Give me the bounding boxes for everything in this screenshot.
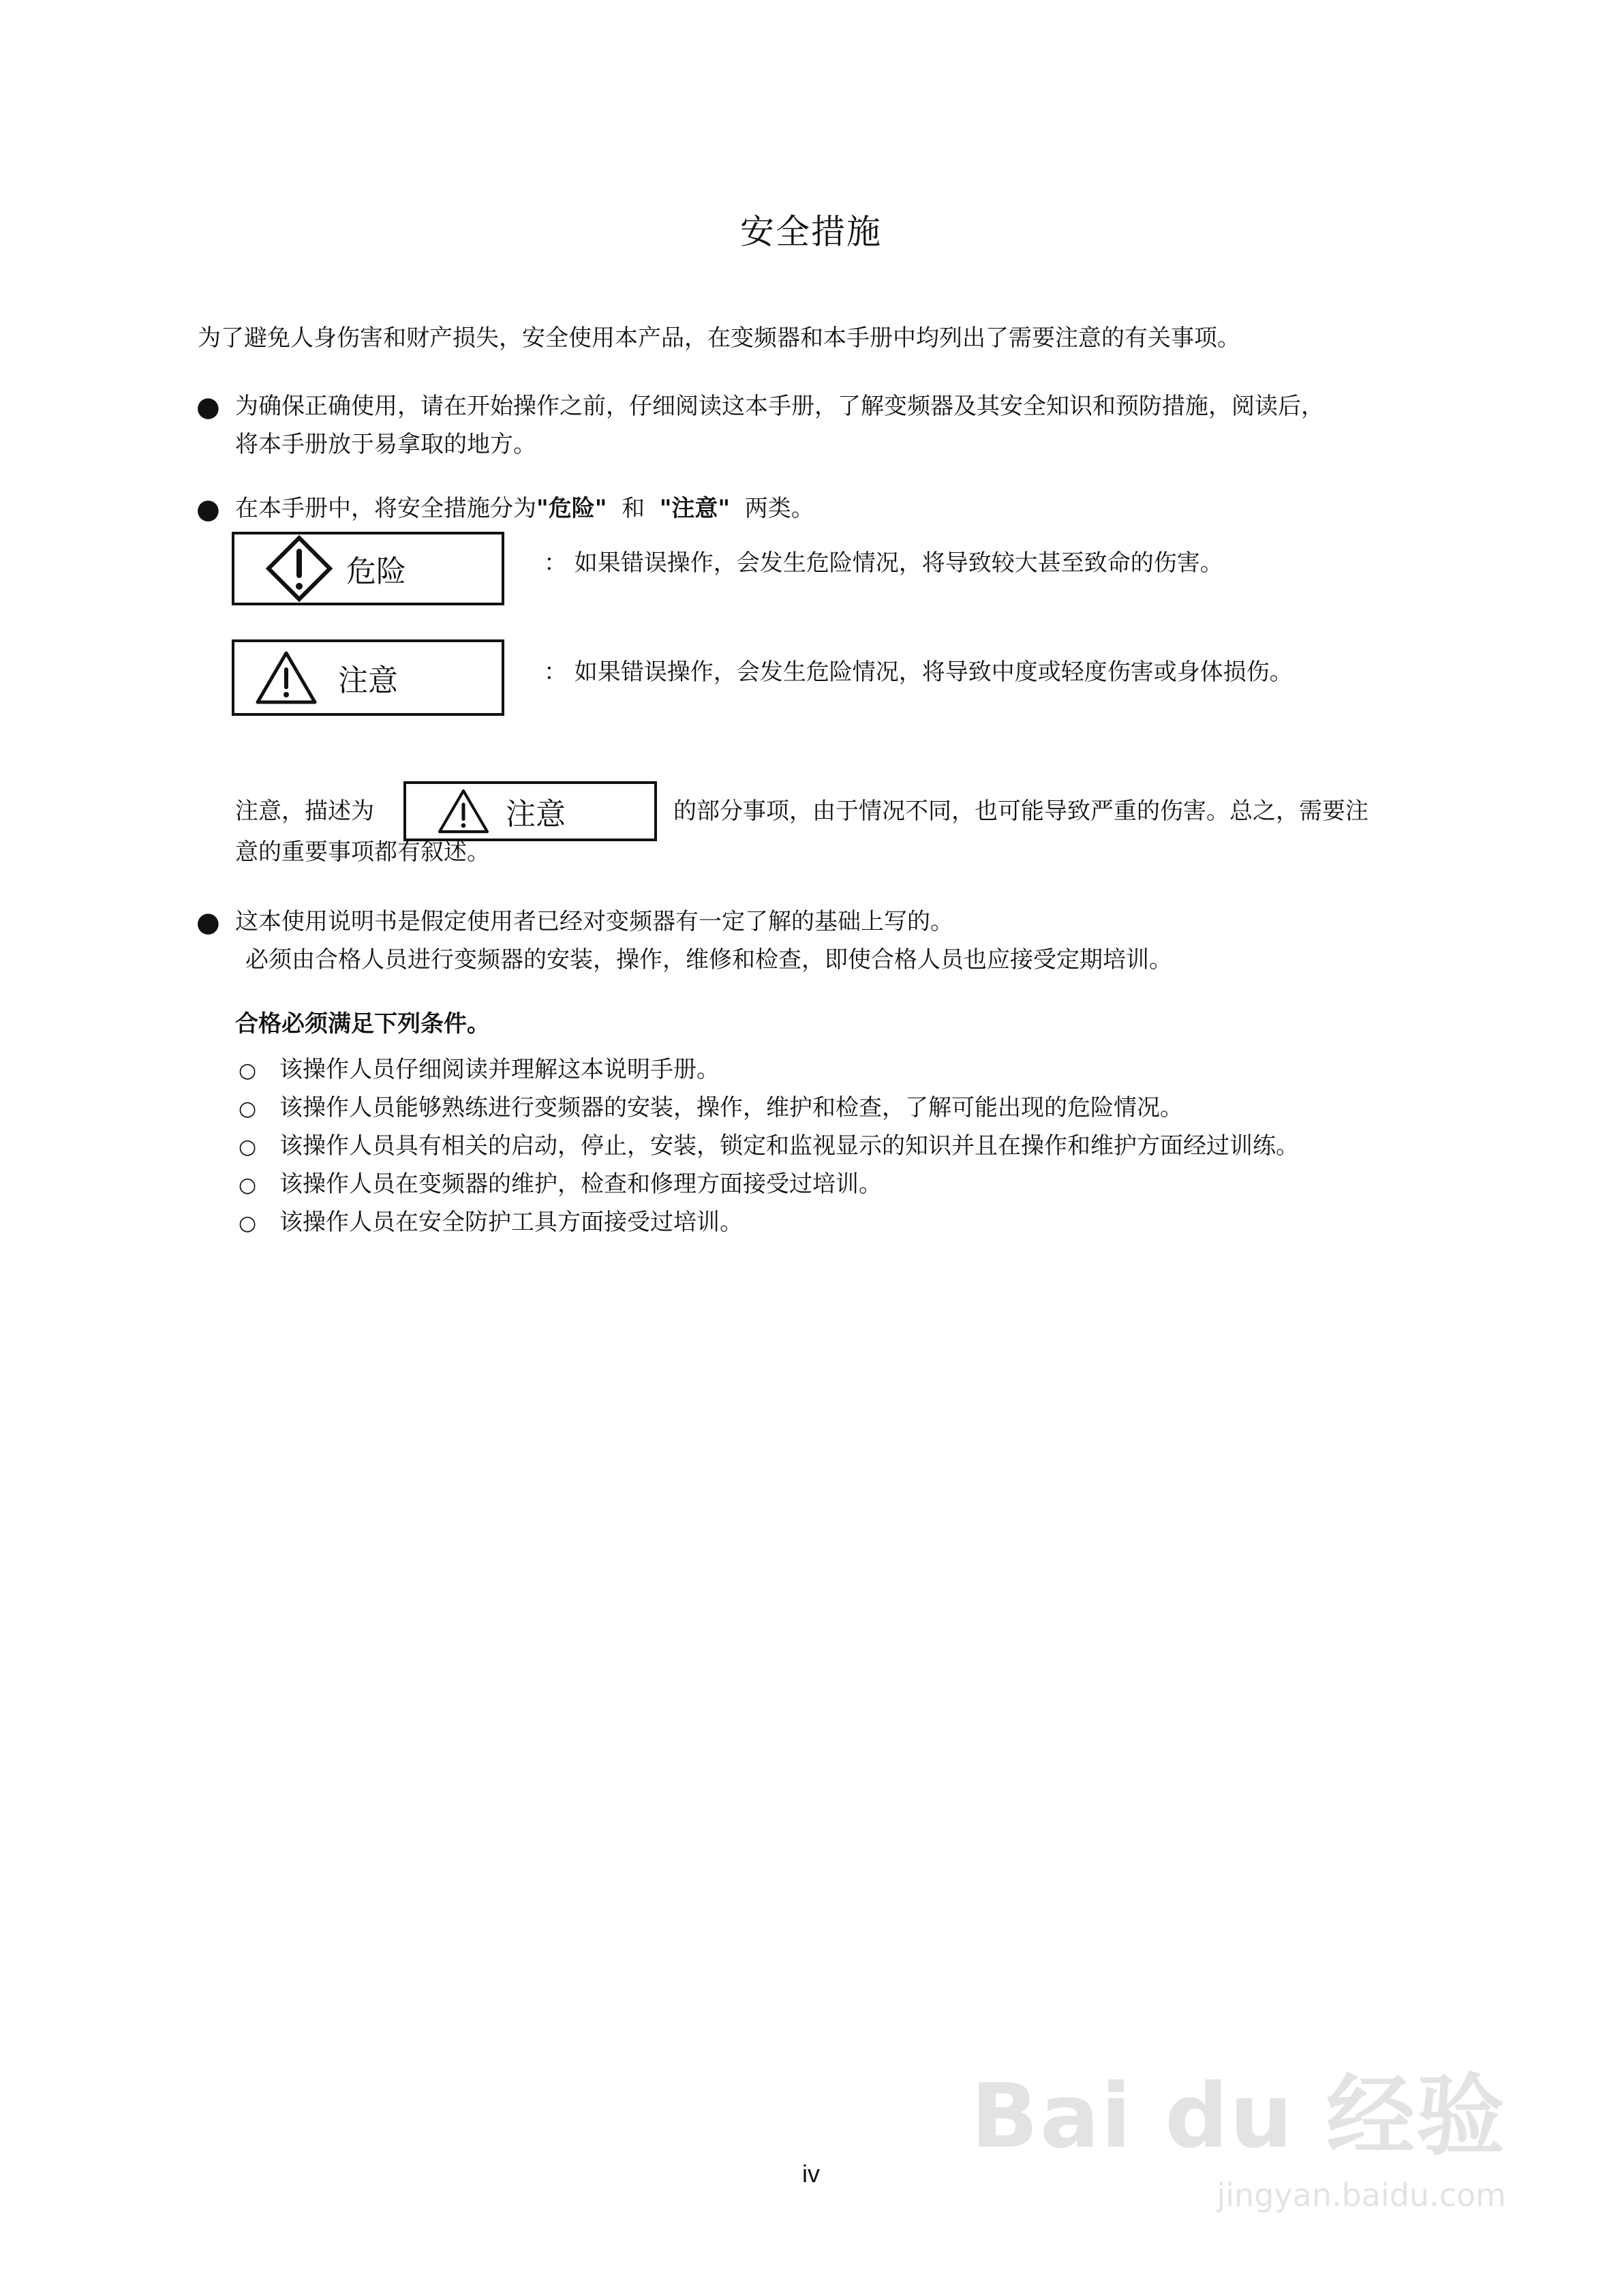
caution-description: ： 如果错误操作，会发生危险情况，将导致中度或轻度伤害或身体损伤。 [544,659,1293,686]
baidu-watermark [971,2045,1507,2214]
caution-label: 注意 [338,663,398,698]
bullet2-text [235,489,814,528]
warning-triangle-icon [436,787,491,835]
bullet-icon: ● [196,391,220,423]
danger-term: "危险" [536,495,607,522]
qualification-heading: 合格必须满足下列条件。 [235,1010,490,1038]
note-suffix: 的部分事项，由于情况不同，也可能导致严重的伤害。总之，需要注 [673,798,1368,825]
watermark-logo: Bai du 经验 [970,2064,1506,2168]
hollow-circle-icon: ○ [239,1135,257,1159]
danger-label: 危险 [346,554,406,589]
list-item: ○ 该操作人员在变频器的维护，检查和修理方面接受过培训。 [239,1166,1299,1204]
list-item: ○ 该操作人员仔细阅读并理解这本说明手册。 [239,1051,1299,1089]
hollow-circle-icon: ○ [239,1097,257,1121]
hollow-circle-icon: ○ [239,1211,257,1235]
bullet3-line1: 这本使用说明书是假定使用者已经对变频器有一定了解的基础上写的。 [235,908,953,935]
bullet2-suffix: 两类。 [744,495,814,522]
qualification-list [239,1051,1299,1242]
list-item: ○ 该操作人员具有相关的启动，停止，安装，锁定和监视显示的知识并且在操作和维护方面经过训练。 [239,1128,1299,1166]
bullet-icon: ● [196,494,220,525]
bullet2-mid: 和 [622,495,645,522]
exclamation-diamond-icon [262,534,337,603]
caution-term: "注意" [659,495,731,522]
bullet1-line1: 为确保正确使用，请在开始操作之前，仔细阅读这本手册，了解变频器及其安全知识和预防措施，阅读后， [235,393,1324,420]
danger-description: ： 如果错误操作，会发生危险情况，将导致较大甚至致命的伤害。 [544,549,1223,577]
intro-paragraph: 为了避免人身伤害和财产损失，安全使用本产品，在变频器和本手册中均列出了需要注意的有关事项。 [198,324,1240,352]
bullet3-line2: 必须由合格人员进行变频器的安装，操作，维修和检查，即使合格人员也应接受定期培训。 [245,946,1172,973]
list-item: ○ 该操作人员在安全防护工具方面接受过培训。 [239,1204,1299,1242]
bullet2-prefix: 在本手册中，将安全措施分为 [235,495,536,522]
warning-triangle-icon [254,649,319,706]
inline-caution-label: 注意 [506,797,566,832]
bullet1-line2: 将本手册放于易拿取的地方。 [235,431,536,458]
caution-symbol-box [232,639,504,716]
note-prefix: 注意，描述为 [235,798,374,825]
page-title: 安全措施 [740,212,882,252]
note-line2: 意的重要事项都有叙述。 [235,839,490,866]
list-item: ○ 该操作人员能够熟练进行变频器的安装，操作，维护和检查，了解可能出现的危险情况。 [239,1089,1299,1128]
hollow-circle-icon: ○ [239,1059,257,1083]
danger-symbol-box [232,532,504,605]
watermark-url: jingyan.baidu.com [1216,2177,1506,2214]
page-number: iv [802,2160,820,2188]
inline-caution-box [403,781,657,841]
bullet-icon: ● [196,907,220,938]
hollow-circle-icon: ○ [239,1173,257,1197]
